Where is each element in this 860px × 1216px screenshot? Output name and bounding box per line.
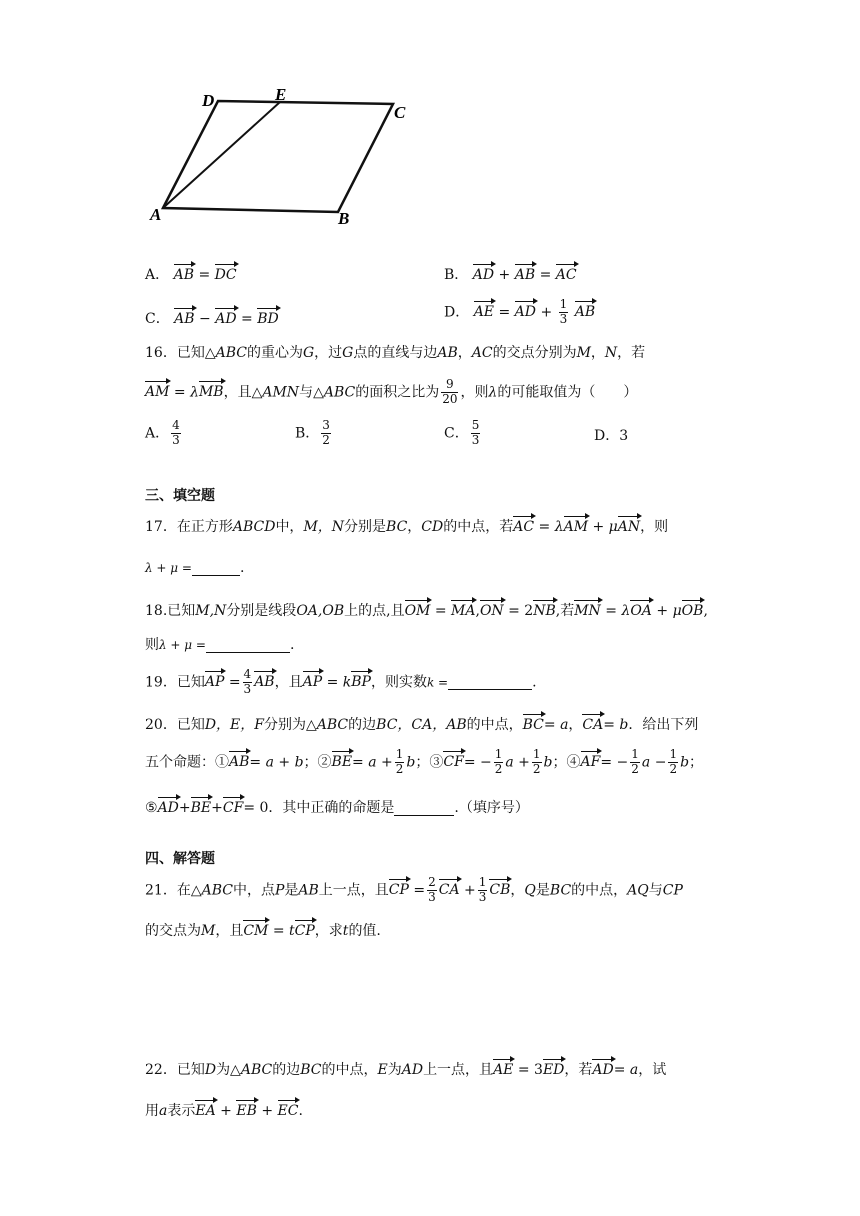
vector-ca: CA [439,877,460,897]
vector-cf: CF [443,749,463,769]
vector-ac: AC [556,262,577,282]
answer-blank[interactable] [448,675,532,690]
vector-mn: MN [574,598,601,618]
q15-option-d: D． AE = AD + $\frac{1}{3}$ AB [444,297,596,326]
vector-om: OM [405,598,431,618]
vector-bc: BC [523,712,544,732]
vector-be: BE [191,795,212,815]
q22-line1: 22．已知D为△ABC的边BC的中点，E为AD上一点，且AE = 3ED，若AD= a，试 [145,1057,666,1077]
vector-cm: CM [243,918,268,938]
vector-ac: AC [513,514,534,534]
vector-cp: CP [389,877,409,897]
q21-line2: 的交点为M，且CM = tCP，求t的值. [145,918,381,938]
vector-be: BE [332,749,353,769]
answer-blank[interactable] [206,638,290,653]
q18-line1: 18.已知M,N分别是线段OA,OB上的点,且OM = MA,ON = 2NB,若MN = λOA + μOB, [145,598,708,618]
vector-am: AM [564,514,588,534]
vector-eb: EB [236,1098,257,1118]
q16-line1: 16．已知△ABC的重心为G，过G点的直线与边AB，AC的交点分别为M，N，若 [145,345,646,361]
parallelogram-figure [140,80,430,230]
q20-line3: ⑤AD+BE+CF= 0．其中正确的命题是 .（填序号） [145,795,529,816]
vector-nb: NB [533,598,556,618]
q15-option-b: B． AD + AB = AC [444,262,577,282]
q16-option-a: A． $\frac{4}{3}$ [145,418,180,447]
vector-af: AF [581,749,601,769]
q15-option-a: A． AB = DC [145,262,237,282]
vector-ed: ED [543,1057,564,1077]
vector-ab: AB [229,749,249,769]
q17-line1: 17．在正方形ABCD中，M，N分别是BC，CD的中点，若AC = λAM + μAN，则 [145,514,668,534]
vector-ec: EC [278,1098,299,1118]
vector-ap: AP [205,669,225,689]
vector-ad: AD [473,262,494,282]
section-heading-solutions: 四、解答题 [145,851,215,867]
q17-line2: λ + μ = . [145,560,245,576]
label-b: B [338,209,350,228]
label-e: E [275,85,287,104]
q19-line: 19．已知AP = $\frac{4}{3}$ AB，且AP = kBP，则实数k = . [145,667,537,696]
vector-ca: CA [582,712,603,732]
fraction: $\frac{4}{3}$ [243,667,252,696]
q16-option-c: C． $\frac{5}{3}$ [444,418,480,447]
vector-an: AN [618,514,640,534]
label-a: A [150,205,162,224]
q16-option-d: D．3 [594,428,629,444]
q20-line1: 20．已知D，E，F分别为△ABC的边BC，CA，AB的中点，BC= a，CA= b．给出下列 [145,712,698,732]
vector-ab: AB [515,262,535,282]
vector-mb: MB [199,379,224,399]
vector-oa: OA [630,598,652,618]
vector-bd: BD [257,306,279,326]
q16-line2: AM = λMB，且△AMN与△ABC的面积之比为 $\frac{9}{20}$ ，则λ的可能取值为（ ） [145,377,638,406]
q22-line2: 用a表示EA + EB + EC. [145,1098,303,1118]
vector-cb: CB [489,877,510,897]
section-heading-fill-in: 三、填空题 [145,488,215,504]
vector-ob: OB [682,598,704,618]
vector-ab: AB [174,262,194,282]
vector-ab: AB [174,306,194,326]
vector-dc: DC [215,262,237,282]
answer-blank[interactable] [192,561,240,576]
parallelogram-outline [163,101,393,212]
vector-ad: AD [592,1057,613,1077]
vector-ad: AD [215,306,236,326]
fraction: $\frac{1}{3}$ [559,297,568,326]
vector-ab: AB [575,299,595,319]
vector-ap: AP [303,669,323,689]
fraction: $\frac{9}{20}$ [442,377,458,406]
vector-bp: BP [351,669,371,689]
vector-ab: AB [254,669,274,689]
label-d: D [202,91,215,110]
vector-ae: AE [474,299,494,319]
q15-option-c: C． AB − AD = BD [145,306,279,326]
vector-ma: MA [451,598,475,618]
vector-ad: AD [515,299,536,319]
q20-line2: 五个命题：①AB= a + b；②BE= a + $\frac{1}{2}$ b；③CF= − $\frac{1}{2}$ a + $\frac{1}{2}$ b；④AF= − $\frac{1}{2}$ a − $\frac{1}{2}$ b； [145,747,704,776]
vector-ae: AE [493,1057,513,1077]
vector-on: ON [480,598,504,618]
answer-blank[interactable] [394,801,454,816]
q16-option-b: B． $\frac{3}{2}$ [295,418,330,447]
vector-cp: CP [295,918,315,938]
q21-line1: 21．在△ABC中，点P是AB上一点，且CP = $\frac{2}{3}$ CA + $\frac{1}{3}$ CB，Q是BC的中点，AQ与CP [145,875,683,904]
segment-ae [163,102,280,208]
vector-cf: CF [223,795,243,815]
vector-ea: EA [195,1098,215,1118]
vector-am: AM [145,379,169,399]
q18-line2: 则λ + μ = . [145,637,295,653]
label-c: C [394,103,406,122]
vector-ad: AD [158,795,179,815]
